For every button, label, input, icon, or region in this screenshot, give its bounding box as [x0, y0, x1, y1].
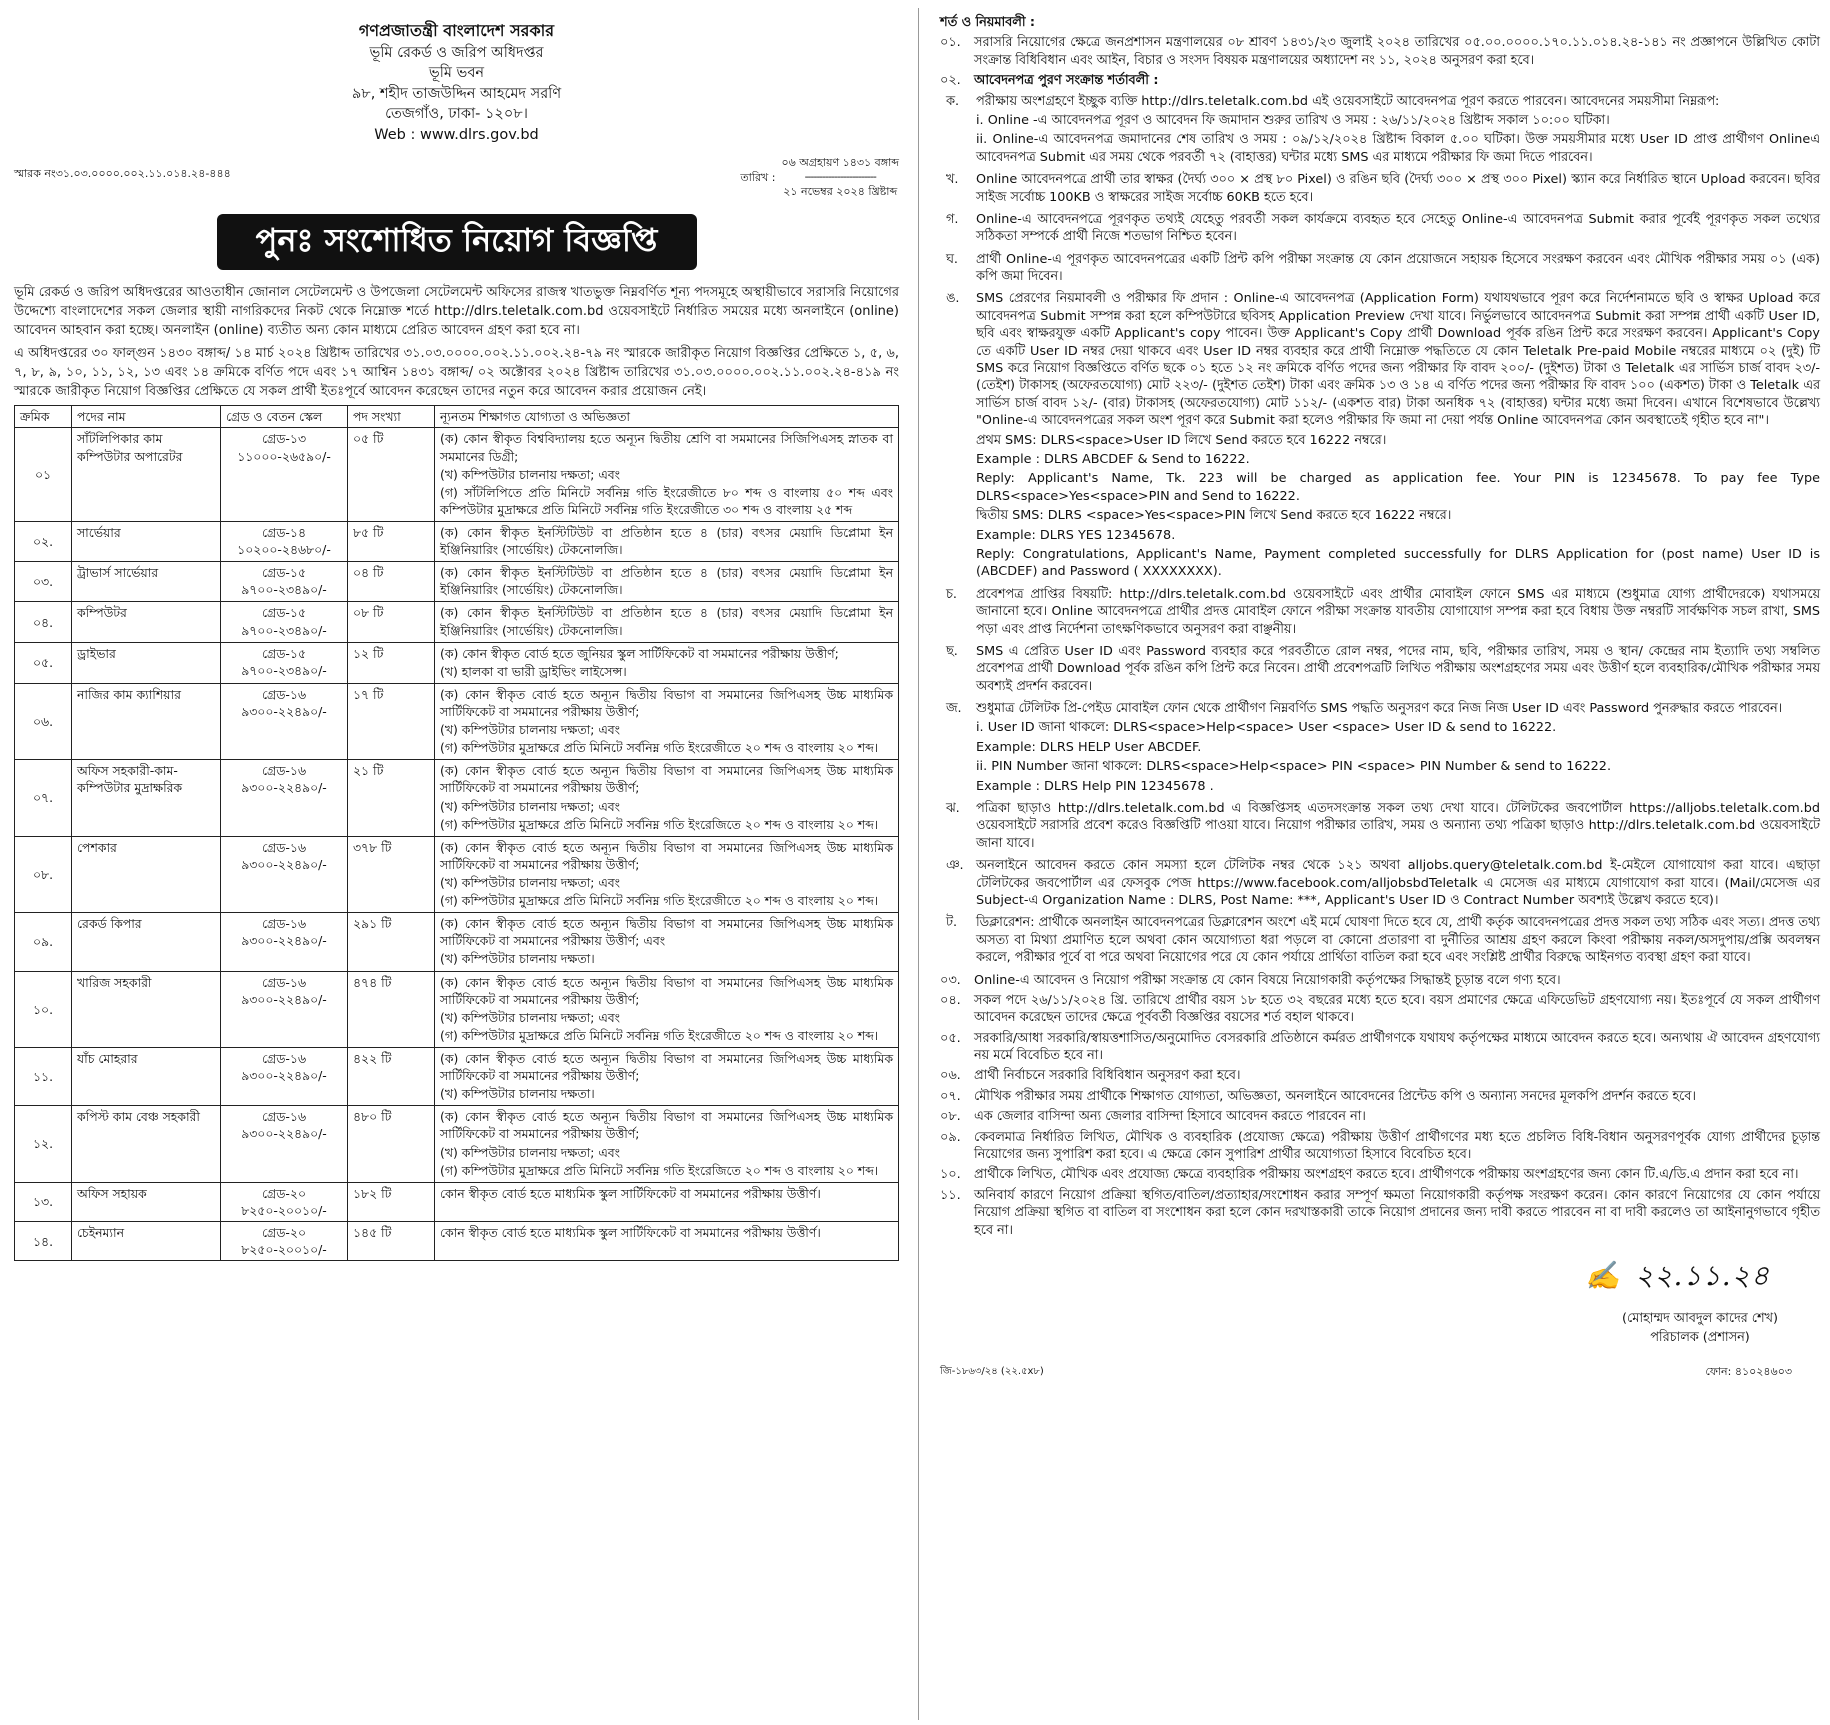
grade-label: গ্রেড-১৬	[262, 1050, 306, 1066]
pay-scale: ৯৭০০-২৩৪৯০/-	[241, 622, 327, 638]
sub-number: খ.	[946, 172, 959, 188]
cell-grade	[221, 836, 348, 912]
cell-grade	[221, 913, 348, 971]
qualification-line: (ক) কোন স্বীকৃত বিশ্ববিদ্যালয় হতে অন্যূন দ্বিতীয় শ্রেণি বা সমমানের সিজিপিএসহ স্নাতক বা সমমানের ডিগ্রী;	[440, 431, 893, 464]
cell-serial: ১৪.	[15, 1221, 72, 1260]
cell-post-name: রেকর্ড কিপার	[72, 913, 221, 971]
sub-text: ii. PIN Number জানা থাকলে: DLRS<space>Help<space> PIN <space> PIN Number & send to 16222.	[976, 759, 1612, 775]
term-number: ১১.	[940, 1187, 961, 1203]
term-02-ga	[940, 211, 1820, 248]
cell-qualification	[435, 1047, 899, 1105]
table-row	[15, 913, 899, 971]
table-row	[15, 522, 899, 562]
table-row	[15, 971, 899, 1047]
table-row	[15, 1221, 899, 1260]
posts-table	[14, 405, 899, 1261]
sub-number: ট.	[946, 915, 958, 931]
sub-text: শুধুমাত্র টেলিটক প্রি-পেইড মোবাইল ফোন থেকে প্রার্থীগণ নিম্নবর্ণিত SMS পদ্ধতি অনুসরণ করে নিজ নিজ User ID এবং Password পুনরুদ্ধার করতে পারবেন।	[976, 701, 1783, 717]
building-name: ভূমি ভবন	[428, 65, 485, 82]
signature-date: ২২.১১.২৪	[1635, 1259, 1770, 1292]
sub-text: অনলাইনে আবেদন করতে কোন সমস্যা হলে টেলিটক নম্বর থেকে ১২১ অথবা alljobs.query@teletalk.com.bd ই-মেইলে যোগাযোগ করা যাবে। এছাড়া টেলিটকের জবপোর্টাল এর ফেসবুক পেজ https://www.facebook.com/alljobsbdTeletalk এ মেসেজ এর মাধ্যমে যোগাযোগ করা যাবে। (Mail/মেসেজ এর Subject-এ Organization Name : DLRS, Post Name: ***, Applicant's User ID ও Contract Number অবশ্যই উল্লেখ করতে হবে)।	[976, 858, 1820, 908]
term-02	[940, 72, 1820, 89]
cell-post-count: ১২ টি	[348, 642, 435, 683]
term-text: সরকারি/আধা সরকারি/স্বায়ত্তশাসিত/অনুমোদিত বেসরকারি প্রতিষ্ঠানে কর্মরত প্রার্থীগণকে যথাযথ কর্তৃপক্ষের মাধ্যমে আবেদন করতে হবে। অন্যথায় ঐ আবেদন গ্রহণযোগ্য নয় মর্মে বিবেচিত হবে না।	[974, 1030, 1820, 1064]
notice-title: পুনঃ সংশোধিত নিয়োগ বিজ্ঞপ্তি	[217, 214, 697, 270]
col-count: পদ সংখ্যা	[348, 406, 435, 428]
pay-scale: ৯৩০০-২২৪৯০/-	[241, 933, 327, 949]
term-09	[940, 1129, 1820, 1164]
cell-post-name: চেইনম্যান	[72, 1221, 221, 1260]
col-serial: ক্রমিক	[15, 406, 72, 428]
cell-post-count: ২১ টি	[348, 760, 435, 836]
cell-post-count: ১৮২ টি	[348, 1182, 435, 1221]
cell-serial: ১০.	[15, 971, 72, 1047]
qualification-line: (খ) কম্পিউটার চালনায় দক্ষতা; এবং	[440, 1009, 621, 1025]
qualification-line: (ক) কোন স্বীকৃত বোর্ড হতে জুনিয়র স্কুল সার্টিফিকেট বা সমমানের পরীক্ষায় উত্তীর্ণ;	[440, 645, 839, 661]
cell-qualification	[435, 642, 899, 683]
qualification-line: (ক) কোন স্বীকৃত বোর্ড হতে অন্যূন দ্বিতীয় বিভাগ বা সমমানের জিপিএসহ উচ্চ মাধ্যমিক সার্টিফিকেট বা সমমানের পরীক্ষায় উত্তীর্ণ;	[440, 839, 893, 872]
sub-text: পরীক্ষায় অংশগ্রহণে ইচ্ছুক ব্যক্তি http://dlrs.teletalk.com.bd এই ওয়েবসাইটে আবেদনপত্র পূরণ করতে পারবেন। আবেদনের সময়সীমা নিম্নরূপ:	[976, 93, 1720, 109]
department-name: ভূমি রেকর্ড ও জরিপ অধিদপ্তর	[369, 44, 544, 61]
sub-text: Reply: Congratulations, Applicant's Name, Payment completed successfully for DLRS Application for (post name) User ID is (ABCDEF) and Password ( XXXXXXXX).	[976, 546, 1820, 580]
cell-grade	[221, 522, 348, 562]
qualification-line: (খ) কম্পিউটার চালনায় দক্ষতা।	[440, 1086, 595, 1102]
term-02-nya	[940, 857, 1820, 911]
sub-text: Online-এ আবেদনপত্রে পূরণকৃত তথ্যই যেহেতু পরবর্তী সকল কার্যক্রমে ব্যবহৃত হবে সেহেতু Online-এ আবেদনপত্র Submit করার পূর্বেই পূরণকৃত সকল তথ্যের সঠিকতা সম্পর্কে প্রার্থী নিজে শতভাগ নিশ্চিত হবেন।	[976, 211, 1820, 245]
cell-qualification	[435, 522, 899, 562]
cell-qualification	[435, 760, 899, 836]
qualification-line: (গ) কম্পিউটার মুদ্রাক্ষরে প্রতি মিনিটে সর্বনিম্ন গতি ইংরেজীতে ২০ শব্দ ও বাংলায় ২০ শব্দ।	[440, 740, 879, 756]
grade-label: গ্রেড-১৬	[262, 916, 306, 932]
term-02-uma	[940, 290, 1820, 582]
cell-qualification	[435, 913, 899, 971]
cell-grade	[221, 760, 348, 836]
term-08	[940, 1108, 1820, 1125]
sub-number: ঙ.	[946, 291, 960, 307]
cell-serial: ০২.	[15, 522, 72, 562]
cell-grade	[221, 1221, 348, 1260]
sub-text: SMS এ প্রেরিত User ID এবং Password ব্যবহার করে পরবর্তীতে রোল নম্বর, পদের নাম, ছবি, পরীক্ষার তারিখ, সময় ও স্থান/ কেন্দ্রের নাম ইত্যাদি তথ্য সম্বলিত প্রবেশপত্র প্রার্থী Download পূর্বক রঙিন কপি প্রিন্ট করে নিবেন। প্রার্থী প্রবেশপত্রটি লিখিত পরীক্ষায় অংশগ্রহণের সময় এবং উত্তীর্ণ হলে ব্যবহারিক/মৌখিক পরীক্ষার সময় অবশ্যই প্রদর্শন করবেন।	[976, 643, 1820, 694]
sub-number: গ.	[946, 211, 959, 227]
column-divider	[918, 8, 919, 1720]
term-06	[940, 1067, 1820, 1084]
office-header	[14, 0, 899, 146]
cell-post-name: খারিজ সহকারী	[72, 971, 221, 1047]
qualification-line: (ক) কোন স্বীকৃত ইনস্টিটিউট বা প্রতিষ্ঠান হতে ৪ (চার) বৎসর মেয়াদি ডিপ্লোমা ইন ইঞ্জিনিয়ারিং (সার্ভেয়িং) টেকনোলজি।	[440, 565, 893, 598]
date-bangla: ০৬ অগ্রহায়ণ ১৪৩১ বঙ্গাব্দ	[781, 155, 899, 169]
term-text: কেবলমাত্র নির্ধারিত লিখিত, মৌখিক ও ব্যবহারিক (প্রযোজ্য ক্ষেত্রে) পরীক্ষায় উত্তীর্ণ প্রার্থীগণের মধ্য হতে প্রচলিত বিধি-বিধান অনুসরণপূর্বক যোগ্য প্রার্থীদের চূড়ান্ত নিয়োগের জন্য সুপারিশ করা হবে। এ ক্ষেত্রে কোন সুপারিশ প্রার্থীর অযোগ্যতা হিসাবে বিবেচিত হবে।	[974, 1129, 1820, 1163]
term-02-ka	[940, 93, 1820, 169]
term-number: ০২.	[940, 73, 961, 89]
cell-post-name: পেশকার	[72, 836, 221, 912]
sub-text: Example: DLRS YES 12345678.	[976, 527, 1176, 543]
memo-number: স্মারক নং৩১.০৩.০০০০.০০২.১১.০১৪.২৪-৪৪৪	[14, 166, 231, 180]
sub-number: চ.	[946, 586, 957, 602]
sub-text: পত্রিকা ছাড়াও http://dlrs.teletalk.com.bd এ বিজ্ঞপ্তিসহ এতদসংক্রান্ত সকল তথ্য দেখা যাবে। টেলিটকের জবপোর্টাল https://alljobs.teletalk.com.bd ওয়েবসাইটে সরাসরি প্রবেশ করেও বিজ্ঞপ্তিটি পাওয়া যাবে। নিয়োগ পরীক্ষার তারিখ, সময় ও অন্যান্য তথ্য পত্রিকা ছাড়াও http://dlrs.teletalk.com.bd ওয়েবসাইটে জানা যাবে।	[976, 801, 1820, 851]
cell-grade	[221, 1182, 348, 1221]
cell-grade	[221, 562, 348, 602]
term-text: মৌখিক পরীক্ষার সময় প্রার্থীকে শিক্ষাগত যোগ্যতা, অভিজ্ঞতা, অনলাইনে আবেদনের প্রিন্টেড কপি ও অন্যান্য সনদের মূলকপি প্রদর্শন করতে হবে।	[974, 1088, 1696, 1104]
terms-heading: শর্ত ও নিয়মাবলী :	[940, 15, 1036, 30]
grade-label: গ্রেড-১৫	[262, 645, 306, 661]
sub-text: প্রবেশপত্র প্রাপ্তির বিষয়টি: http://dlrs.teletalk.com.bd ওয়েবসাইটে এবং প্রার্থীর মোবাইল ফোনে SMS এর মাধ্যমে (শুধুমাত্র যোগ্য প্রার্থীদেরকে) যথাসময়ে জানানো হবে। Online আবেদনপত্রে প্রার্থীর প্রদত্ত মোবাইল ফোনে পরীক্ষা সংক্রান্ত যাবতীয় যোগাযোগ সম্পন্ন করা হবে বিধায় উক্ত নম্বরটি সার্বক্ষণিক সচল রাখা, SMS পড়া এবং প্রাপ্ত নির্দেশনা তাৎক্ষণিকভাবে অনুসরণ করা বাঞ্ছনীয়।	[976, 586, 1820, 637]
memo-row	[14, 156, 899, 201]
left-column	[14, 0, 899, 1261]
cell-post-name: যাঁচ মোহরার	[72, 1047, 221, 1105]
term-10	[940, 1166, 1820, 1183]
cell-serial: ০৬.	[15, 683, 72, 759]
term-11	[940, 1187, 1820, 1239]
cell-grade	[221, 1106, 348, 1182]
table-row	[15, 1106, 899, 1182]
qualification-line: কোন স্বীকৃত বোর্ড হতে মাধ্যমিক স্কুল সার্টিফিকেট বা সমমানের পরীক্ষায় উত্তীর্ণ।	[440, 1224, 821, 1240]
table-row	[15, 760, 899, 836]
pay-scale: ৯৩০০-২২৪৯০/-	[241, 704, 327, 719]
term-number: ০৫.	[940, 1030, 961, 1046]
qualification-line: (ক) কোন স্বীকৃত বোর্ড হতে অন্যূন দ্বিতীয় বিভাগ বা সমমানের জিপিএসহ উচ্চ মাধ্যমিক সার্টিফিকেট বা সমমানের পরীক্ষায় উত্তীর্ণ;	[440, 763, 893, 796]
qualification-line: (ক) কোন স্বীকৃত ইনস্টিটিউট বা প্রতিষ্ঠান হতে ৪ (চার) বৎসর মেয়াদি ডিপ্লোমা ইন ইঞ্জিনিয়ারিং (সার্ভেয়িং) টেকনোলজি।	[440, 525, 893, 558]
qualification-line: (খ) হালকা বা ভারী ড্রাইভিং লাইসেন্স।	[440, 663, 627, 679]
website: Web : www.dlrs.gov.bd	[374, 127, 539, 144]
term-text: সকল পদে ২৬/১১/২০২৪ খ্রি. তারিখে প্রার্থীর বয়স ১৮ হতে ৩২ বছরের মধ্যে হতে হবে। বয়স প্রমাণের ক্ষেত্রে এফিডেভিট গ্রহণযোগ্য নয়। ইতঃপূর্বে যে সকল প্রার্থীগণ আবেদন করেছেন তাদের ক্ষেত্রে পূর্ববর্তী বিজ্ঞপ্তির বয়সের শর্ত বহাল থাকবে।	[974, 992, 1820, 1026]
sub-text: Reply: Applicant's Name, Tk. 223 will be charged as application fee. Your PIN is 12345678. To pay fee Type DLRS<space>Yes<space>PIN and Send to 16222.	[976, 471, 1820, 504]
cell-grade	[221, 1047, 348, 1105]
cell-serial: ১৩.	[15, 1182, 72, 1221]
grade-label: গ্রেড-১৩	[262, 431, 306, 447]
cell-grade	[221, 428, 348, 522]
cell-qualification	[435, 602, 899, 642]
pay-scale: ৯৩০০-২২৪৯০/-	[241, 780, 327, 796]
grade-label: গ্রেড-১৬	[262, 1109, 306, 1125]
term-02-ja	[940, 700, 1820, 797]
cell-post-count: ৮৫ টি	[348, 522, 435, 562]
signatory-block	[1580, 1309, 1820, 1347]
term-01	[940, 34, 1820, 69]
sub-text: দ্বিতীয় SMS: DLRS <space>Yes<space>PIN লিখে Send করতে হবে 16222 নম্বরে।	[976, 508, 1452, 524]
cell-qualification	[435, 562, 899, 602]
grade-label: গ্রেড-১৬	[262, 763, 306, 779]
sub-text: প্রার্থী Online-এ পূরণকৃত আবেদনপত্রের একটি প্রিন্ট কপি পরীক্ষা সংক্রান্ত যে কোন প্রয়োজনে সহায়ক হিসেবে সংরক্ষণ করবেন এবং মৌখিক পরীক্ষার সময় ০১ (এক) কপি জমা দিবেন।	[976, 251, 1820, 285]
sub-number: ছ.	[946, 643, 958, 659]
table-header-row	[15, 406, 899, 428]
sub-number: ঞ.	[946, 858, 964, 874]
term-02-jha	[940, 800, 1820, 854]
sub-text: Example : DLRS ABCDEF & Send to 16222.	[976, 451, 1250, 467]
sub-number: জ.	[946, 701, 962, 717]
cell-serial: ০৩.	[15, 562, 72, 602]
qualification-line: কোন স্বীকৃত বোর্ড হতে মাধ্যমিক স্কুল সার্টিফিকেট বা সমমানের পরীক্ষায় উত্তীর্ণ।	[440, 1185, 821, 1201]
signature-area	[940, 1257, 1820, 1295]
cell-post-name: ড্রাইভার	[72, 642, 221, 683]
pay-scale: ৯৩০০-২২৪৯০/-	[241, 1126, 327, 1142]
grade-label: গ্রেড-১৫	[262, 605, 306, 621]
grade-label: গ্রেড-২০	[261, 1224, 306, 1240]
term-number: ০১.	[940, 35, 961, 51]
term-number: ০৭.	[940, 1088, 961, 1104]
qualification-line: (খ) কম্পিউটার চালনায় দক্ষতা; এবং	[440, 466, 621, 482]
grade-label: গ্রেড-১৪	[262, 525, 306, 541]
cell-serial: ০৪.	[15, 602, 72, 642]
qualification-line: (গ) কম্পিউটার মুদ্রাক্ষরে প্রতি মিনিটে সর্বনিম্ন গতি ইংরেজিতে ২০ শব্দ ও বাংলায় ২০ শব্দ।	[440, 1162, 879, 1178]
term-text: সরাসরি নিয়োগের ক্ষেত্রে জনপ্রশাসন মন্ত্রণালয়ের ০৮ শ্রাবণ ১৪৩১/২৩ জুলাই ২০২৪ তারিখের ০৫.০০.০০০০.১৭০.১১.০১৪.২৪-১৪১ নং প্রজ্ঞাপনে উল্লিখিত কোটা সংক্রান্ত বিধিবিধান এবং আইন, বিচার ও সংসদ বিষয়ক মন্ত্রণালয়ের অধ্যাদেশ নং ১১, ২০২৪ অনুসরণ করা হবে।	[974, 35, 1820, 68]
cell-post-count: ১৭ টি	[348, 683, 435, 759]
right-column	[940, 0, 1820, 1380]
qualification-line: (খ) কম্পিউটার চালনায় দক্ষতা; এবং	[440, 798, 621, 814]
term-number: ০৮.	[940, 1109, 961, 1125]
pay-scale: ১০২০০-২৪৬৮০/-	[237, 542, 331, 558]
term-07	[940, 1088, 1820, 1105]
qualification-line: (ক) কোন স্বীকৃত বোর্ড হতে অন্যূন দ্বিতীয় বিভাগ বা সমমানের জিপিএসহ উচ্চ মাধ্যমিক সার্টিফিকেট বা সমমানের পরীক্ষায় উত্তীর্ণ;	[440, 974, 893, 1007]
qualification-line: (খ) কম্পিউটার চালনায় দক্ষতা; এবং	[440, 722, 621, 738]
table-row	[15, 642, 899, 683]
cell-post-name: কম্পিউটর	[72, 602, 221, 642]
signatory-designation: পরিচালক (প্রশাসন)	[1650, 1330, 1750, 1346]
col-grade: গ্রেড ও বেতন স্কেল	[221, 406, 348, 428]
cell-grade	[221, 971, 348, 1047]
date-label: তারিখ :	[740, 171, 776, 185]
date-lines	[781, 156, 899, 201]
print-code: জি-১৮৬৩/২৪ (২২.৫x৮)	[940, 1366, 1044, 1378]
cell-post-count: ৪৭৪ টি	[348, 971, 435, 1047]
qualification-line: (ক) কোন স্বীকৃত বোর্ড হতে অন্যূন দ্বিতীয় বিভাগ বা সমমানের জিপিএসহ উচ্চ মাধ্যমিক সার্টিফিকেট বা সমমানের পরীক্ষায় উত্তীর্ণ;	[440, 686, 893, 719]
cell-qualification	[435, 1221, 899, 1260]
street-address: ৯৮, শহীদ তাজউদ্দিন আহমেদ সরণি	[351, 85, 562, 102]
grade-label: গ্রেড-২০	[261, 1185, 306, 1201]
term-02-gha	[940, 251, 1820, 288]
sub-text: Example: DLRS HELP User ABCDEF.	[976, 739, 1202, 755]
term-05	[940, 1030, 1820, 1065]
footer-row	[940, 1365, 1820, 1380]
city-address: তেজগাঁও, ঢাকা- ১২০৮।	[385, 106, 528, 123]
posts-table-body	[15, 428, 899, 1261]
qualification-line: (গ) কম্পিউটার মুদ্রাক্ষরে প্রতি মিনিটে সর্বনিম্ন গতি ইংরেজিতে ২০ শব্দ ও বাংলায় ২০ শব্দ।	[440, 816, 879, 832]
cell-post-name: নাজির কাম ক্যাশিয়ার	[72, 683, 221, 759]
cell-serial: ০৯.	[15, 913, 72, 971]
term-text: অনিবার্য কারণে নিয়োগ প্রক্রিয়া স্থগিত/বাতিল/প্রত্যাহার/সংশোধন করার সম্পূর্ণ ক্ষমতা নিয়োগকারী কর্তৃপক্ষ সংরক্ষণ করেন। কোন কারণে নিয়োগের যে কোন পর্যায়ে নিয়োগ প্রক্রিয়া স্থগিত বা বাতিল বা সংশোধন করা হলে কোন দরখাস্তকারী তাকে নিয়োগ প্রদানের জন্য দাবী করতে পারবেন না বা দাবী করলেও তা আইনানুগভাবে গৃহীত হবে না।	[974, 1187, 1820, 1238]
sub-text: SMS প্রেরণের নিয়মাবলী ও পরীক্ষার ফি প্রদান : Online-এ আবেদনপত্র (Application Form) যথাযথভাবে পূরণ করে নির্দেশনামতে ছবি ও স্বাক্ষর Upload করে আবেদনপত্র Submit সম্পন্ন করা হলে কম্পিউটারে ছবিসহ Application Preview দেখা যাবে। নির্ভুলভাবে আবেদনপত্র Submit করা সম্পন্ন প্রার্থী একটি User ID, ছবি এবং স্বাক্ষরযুক্ত একটি Applicant's copy পাবেন। উক্ত Applicant's Copy প্রার্থী Download পূর্বক রঙিন প্রিন্ট করে সংরক্ষণ করবেন। Applicant's Copy তে একটি User ID নম্বর দেয়া থাকবে এবং User ID নম্বর ব্যবহার করে প্রার্থী নিম্নোক্ত পদ্ধতিতে যে কোন Teletalk Pre-paid Mobile নম্বরের মাধ্যমে ০২ (দুই) টি SMS করে নিয়োগ বিজ্ঞপ্তিতে বর্ণিত ছকে ০১ হতে ১২ নং ক্রমিকে বর্ণিত পদের জন্য পরীক্ষার ফি বাবদ ২০০/- (দুইশত) টাকা ও Teletalk এর সার্ভিস চার্জ বাবদ ২৩/- (তেইশ) টাকাসহ (অফেরতযোগ্য) মোট ২২৩/- (দুইশত তেইশ) টাকা এবং ক্রমিক ১৩ ও ১৪ এ বর্ণিত পদের জন্য পরীক্ষার ফি বাবদ ১০০ (একশত) টাকা ও Teletalk এর সার্ভিস চার্জ বাবদ ১২/- (বার) টাকাসহ (অফেরতযোগ্য) মোট ১১২/- (একশত বার) টাকা অনধিক ৭২ (বাহাত্তর) ঘন্টার মধ্যে জমা দিবেন। এখানে বিশেষভাবে উল্লেখ্য "Online-এ আবেদনপত্রের সকল অংশ পূরণ করে Submit করা হলেও পরীক্ষার ফি জমা না দেয়া পর্যন্ত Online আবেদনপত্র কোন অবস্থাতেই গৃহীত হবে না"।	[976, 291, 1820, 429]
pay-scale: ৮২৫০-২০০১০/-	[241, 1202, 327, 1218]
term-number: ০৯.	[940, 1129, 961, 1145]
qualification-line: (ক) কোন স্বীকৃত বোর্ড হতে অন্যূন দ্বিতীয় বিভাগ বা সমমানের জিপিএসহ উচ্চ মাধ্যমিক সার্টিফিকেট বা সমমানের পরীক্ষায় উত্তীর্ণ;	[440, 1050, 893, 1084]
term-04	[940, 992, 1820, 1027]
pay-scale: ৯৩০০-২২৪৯০/-	[241, 1068, 327, 1084]
pay-scale: ৯৩০০-২২৪৯০/-	[241, 991, 327, 1007]
sub-text: Example : DLRS Help PIN 12345678 .	[976, 778, 1214, 794]
qualification-line: (ক) কোন স্বীকৃত ইনস্টিটিউট বা প্রতিষ্ঠান হতে ৪ (চার) বৎসর মেয়াদি ডিপ্লোমা ইন ইঞ্জিনিয়ারিং (সার্ভেয়িং) টেকনোলজি।	[440, 605, 893, 638]
cell-grade	[221, 642, 348, 683]
cell-post-name: অফিস সহায়ক	[72, 1182, 221, 1221]
cell-post-count: ০৮ টি	[348, 602, 435, 642]
cell-serial: ১২.	[15, 1106, 72, 1182]
cell-serial: ০১	[15, 428, 72, 522]
cell-post-count: ৪৮০ টি	[348, 1106, 435, 1182]
table-row	[15, 562, 899, 602]
table-row	[15, 1047, 899, 1105]
cell-post-name: সাঁটলিপিকার কাম কম্পিউটার অপারেটর	[72, 428, 221, 522]
sub-text: ডিক্লারেশন: প্রার্থীকে অনলাইন আবেদনপত্রের ডিক্লারেশন অংশে এই মর্মে ঘোষণা দিতে হবে যে, প্রার্থী কর্তৃক আবেদনপত্রের প্রদত্ত সকল তথ্য সঠিক এবং সত্য। প্রদত্ত তথ্য অসত্য বা মিথ্যা প্রমাণিত হলে অথবা কোন অযোগ্যতা ধরা পড়লে বা কোনো প্রতারণা বা দুর্নীতির আশ্রয় গ্রহণ করলে কিংবা পরীক্ষায় নকল/অসদুপায়/প্রক্সি অবলম্বন করলে, পরীক্ষার পূর্বে বা পরে অথবা নিয়োগের পরে যে কোন পর্যায়ে প্রার্থিতা বাতিল করা হবে এবং সংশ্লিষ্ট প্রার্থীর বিরুদ্ধে আইনগত ব্যবস্থা গ্রহণ করা যাবে।	[976, 915, 1820, 966]
qualification-line: (গ) কম্পিউটার মুদ্রাক্ষরে প্রতি মিনিটে সর্বনিম্ন গতি ইংরেজীতে ২০ শব্দ ও বাংলায় ২০ শব্দ।	[440, 893, 879, 909]
grade-label: গ্রেড-১৫	[262, 565, 306, 581]
term-text: Online-এ আবেদন ও নিয়োগ পরীক্ষা সংক্রান্ত যে কোন বিষয়ে নিয়োগকারী কর্তৃপক্ষের সিদ্ধান্তই চূড়ান্ত বলে গণ্য হবে।	[974, 972, 1561, 988]
intro-paragraph-1: ভূমি রেকর্ড ও জরিপ অধিদপ্তরের আওতাধীন জোনাল সেটেলমেন্ট ও উপজেলা সেটেলমেন্ট অফিসের রাজস্ব খাতভুক্ত নিম্নবর্ণিত শূন্য পদসমূহে অস্থায়ীভাবে সরাসরি নিয়োগের উদ্দেশ্যে বাংলাদেশের সকল জেলার স্থায়ী নাগরিকদের নিকট থেকে নিম্নোক্ত শর্তে http://dlrs.teletalk.com.bd ওয়েবসাইটে নির্ধারিত সময়ের মধ্যে অনলাইনে (online) আবেদন আহবান করা হচ্ছে। অনলাইন (online) ব্যতীত অন্য কোন মাধ্যমে প্রেরিত আবেদন গ্রহণ করা হবে না।	[14, 285, 899, 338]
pay-scale: ৯৭০০-২৩৪৯০/-	[241, 582, 327, 598]
intro-paragraph-2: এ অধিদপ্তরের ৩০ ফাল্গুন ১৪৩০ বঙ্গাব্দ/ ১৪ মার্চ ২০২৪ খ্রিষ্টাব্দ তারিখের ৩১.০৩.০০০০.০০২.১১.০০২.২৪-৭৯ নং স্মারকে জারীকৃত নিয়োগ বিজ্ঞপ্তির প্রেক্ষিতে ১, ৫, ৬, ৭, ৮, ৯, ১০, ১১, ১২, ১৩ এবং ১৪ ক্রমিকে বর্ণিত পদে এবং ১৭ আশ্বিন ১৪৩১ বঙ্গাব্দ/ ০২ অক্টোবর ২০২৪ খ্রিষ্টাব্দ তারিখের ৩১.০৩.০০০০.০০২.১১.০০২.২৪-৪১৯ নং স্মারকে জারীকৃত নিয়োগ বিজ্ঞপ্তির প্রেক্ষিতে যে সকল প্রার্থী ইতঃপূর্বে আবেদন করেছেন তাদের নতুন করে আবেদন করার প্রয়োজন নেই।	[14, 345, 899, 399]
cell-grade	[221, 683, 348, 759]
qualification-line: (খ) কম্পিউটার চালনায় দক্ষতা; এবং	[440, 1144, 621, 1160]
cell-grade	[221, 602, 348, 642]
signatory-name: (মোহাম্মদ আবদুল কাদের শেখ)	[1622, 1311, 1778, 1327]
grade-label: গ্রেড-১৬	[262, 839, 306, 855]
date-separator: ------------------------	[804, 170, 876, 184]
cell-serial: ১১.	[15, 1047, 72, 1105]
cell-serial: ০৮.	[15, 836, 72, 912]
sub-text: i. Online -এ আবেদনপত্র পূরণ ও আবেদন ফি জমাদান শুরুর তারিখ ও সময় : ২৬/১১/২০২৪ খ্রিষ্টাব্দ সকাল ১০:০০ ঘটিকা।	[976, 112, 1610, 128]
cell-post-count: ৪২২ টি	[348, 1047, 435, 1105]
term-number: ০৬.	[940, 1068, 961, 1084]
pay-scale: ১১০০০-২৬৫৯০/-	[237, 448, 331, 464]
term-02-cha	[940, 586, 1820, 640]
cell-qualification	[435, 836, 899, 912]
term-03	[940, 972, 1820, 989]
cell-post-count: ২৯১ টি	[348, 913, 435, 971]
term-text: প্রার্থী নির্বাচনে সরকারি বিধিবিধান অনুসরণ করা হবে।	[974, 1068, 1241, 1084]
sub-number: ঘ.	[946, 251, 958, 267]
qualification-line: (খ) কম্পিউটার চালনায় দক্ষতা; এবং	[440, 874, 621, 890]
cell-qualification	[435, 1106, 899, 1182]
term-02-chha	[940, 643, 1820, 697]
sub-text: প্রথম SMS: DLRS<space>User ID লিখে Send করতে হবে 16222 নম্বরে।	[976, 432, 1387, 448]
qualification-line: (খ) কম্পিউটার চালনায় দক্ষতা।	[440, 951, 595, 967]
govt-name: গণপ্রজাতন্ত্রী বাংলাদেশ সরকার	[358, 21, 555, 40]
sub-text: ii. Online-এ আবেদনপত্র জমাদানের শেষ তারিখ ও সময় : ০৯/১২/২০২৪ খ্রিষ্টাব্দ বিকাল ৫.০০ ঘটিকা। উক্ত সময়সীমার মধ্যে User ID প্রাপ্ত প্রার্থীগণ Onlineএ আবেদনপত্র Submit এর সময় থেকে পরবর্তী ৭২ (বাহাত্তর) ঘন্টার মধ্যে SMS এর মাধ্যমে পরীক্ষার ফি জমা দিতে পারবেন।	[976, 132, 1820, 165]
sub-number: ঝ.	[946, 801, 960, 817]
term-text: আবেদনপত্র পুরণ সংক্রান্ত শর্তাবলী :	[974, 73, 1159, 89]
qualification-line: (গ) কম্পিউটার মুদ্রাক্ষরে প্রতি মিনিটে সর্বনিম্ন গতি ইংরেজীতে ২০ শব্দ ও বাংলায় ২০ শব্দ।	[440, 1027, 879, 1043]
cell-post-count: ০৪ টি	[348, 562, 435, 602]
term-02-kha	[940, 171, 1820, 208]
term-number: ০৪.	[940, 992, 961, 1008]
handwritten-signature: ✍	[1585, 1259, 1621, 1292]
grade-label: গ্রেড-১৬	[262, 974, 306, 990]
table-row	[15, 836, 899, 912]
table-row	[15, 683, 899, 759]
qualification-line: (গ) সাঁটলিপিতে প্রতি মিনিটে সর্বনিম্ন গতি ইংরেজীতে ৮০ শব্দ ও বাংলায় ৫০ শব্দ এবং কম্পিউটার মুদ্রাক্ষরে প্রতি মিনিটে সর্বনিম্ন গতি ইংরেজীতে ৩০ শব্দ ও বাংলায় ২৫ শব্দ	[440, 484, 893, 517]
qualification-line: (ক) কোন স্বীকৃত বোর্ড হতে অন্যূন দ্বিতীয় বিভাগ বা সমমানের জিপিএসহ উচ্চ মাধ্যমিক সার্টিফিকেট বা সমমানের পরীক্ষায় উত্তীর্ণ;	[440, 1109, 893, 1142]
table-row	[15, 1182, 899, 1221]
phone-number: ফোন: ৪১০২৪৬০৩	[1705, 1365, 1792, 1379]
term-02-ta	[940, 914, 1820, 968]
term-text: প্রার্থীকে লিখিত, মৌখিক এবং প্রযোজ্য ক্ষেত্রে ব্যবহারিক পরীক্ষায় অংশগ্রহণ করতে হবে। প্রার্থীগণকে পরীক্ষায় অংশগ্রহণের জন্য কোন টি.এ/ডি.এ প্রদান করা হবে না।	[974, 1167, 1799, 1183]
cell-qualification	[435, 1182, 899, 1221]
cell-qualification	[435, 428, 899, 522]
table-row	[15, 428, 899, 522]
pay-scale: ৮২৫০-২০০১০/-	[241, 1242, 327, 1258]
qualification-line: (ক) কোন স্বীকৃত বোর্ড হতে অন্যূন দ্বিতীয় বিভাগ বা সমমানের জিপিএসহ উচ্চ মাধ্যমিক সার্টিফিকেট বা সমমানের পরীক্ষায় উত্তীর্ণ; এবং	[440, 916, 893, 949]
cell-post-name: সার্ভেয়ার	[72, 522, 221, 562]
date-english: ২১ নভেম্বর ২০২৪ খ্রিষ্টাব্দ	[783, 185, 898, 199]
cell-post-name: ট্রাভার্স সার্ভেয়ার	[72, 562, 221, 602]
col-qualification: ন্যূনতম শিক্ষাগত যোগ্যতা ও অভিজ্ঞতা	[435, 406, 899, 428]
cell-post-count: ১৪৫ টি	[348, 1221, 435, 1260]
term-number: ০৩.	[940, 972, 961, 988]
grade-label: গ্রেড-১৬	[262, 686, 306, 702]
cell-serial: ০৭.	[15, 760, 72, 836]
cell-post-count: ০৫ টি	[348, 428, 435, 522]
cell-post-name: কপিস্ট কাম বেঞ্চ সহকারী	[72, 1106, 221, 1182]
cell-qualification	[435, 683, 899, 759]
memo-date	[740, 156, 899, 201]
table-row	[15, 602, 899, 642]
sub-text: Online আবেদনপত্রে প্রার্থী তার স্বাক্ষর (দৈর্ঘ্য ৩০০ × প্রস্থ ৮০ Pixel) ও রঙিন ছবি (দৈর্ঘ্য ৩০০ × প্রস্থ ৩০০ Pixel) স্ক্যান করে নির্ধারিত স্থানে Upload করবেন। ছবির সাইজ সর্বোচ্চ 100KB ও স্বাক্ষরের সাইজ সর্বোচ্চ 60KB হতে হবে।	[976, 172, 1820, 205]
col-post-name: পদের নাম	[72, 406, 221, 428]
cell-post-count: ৩৭৮ টি	[348, 836, 435, 912]
sub-number: ক.	[946, 93, 960, 109]
term-text: এক জেলার বাসিন্দা অন্য জেলার বাসিন্দা হিসাবে আবেদন করতে পারবেন না।	[974, 1109, 1366, 1125]
pay-scale: ৯৩০০-২২৪৯০/-	[241, 856, 327, 872]
cell-serial: ০৫.	[15, 642, 72, 683]
cell-post-name: অফিস সহকারী-কাম- কম্পিউটার মুদ্রাক্ষরিক	[72, 760, 221, 836]
cell-qualification	[435, 971, 899, 1047]
term-number: ১০.	[940, 1167, 961, 1183]
sub-text: i. User ID জানা থাকলে: DLRS<space>Help<space> User <space> User ID & send to 16222.	[976, 720, 1557, 736]
pay-scale: ৯৭০০-২৩৪৯০/-	[241, 662, 327, 678]
